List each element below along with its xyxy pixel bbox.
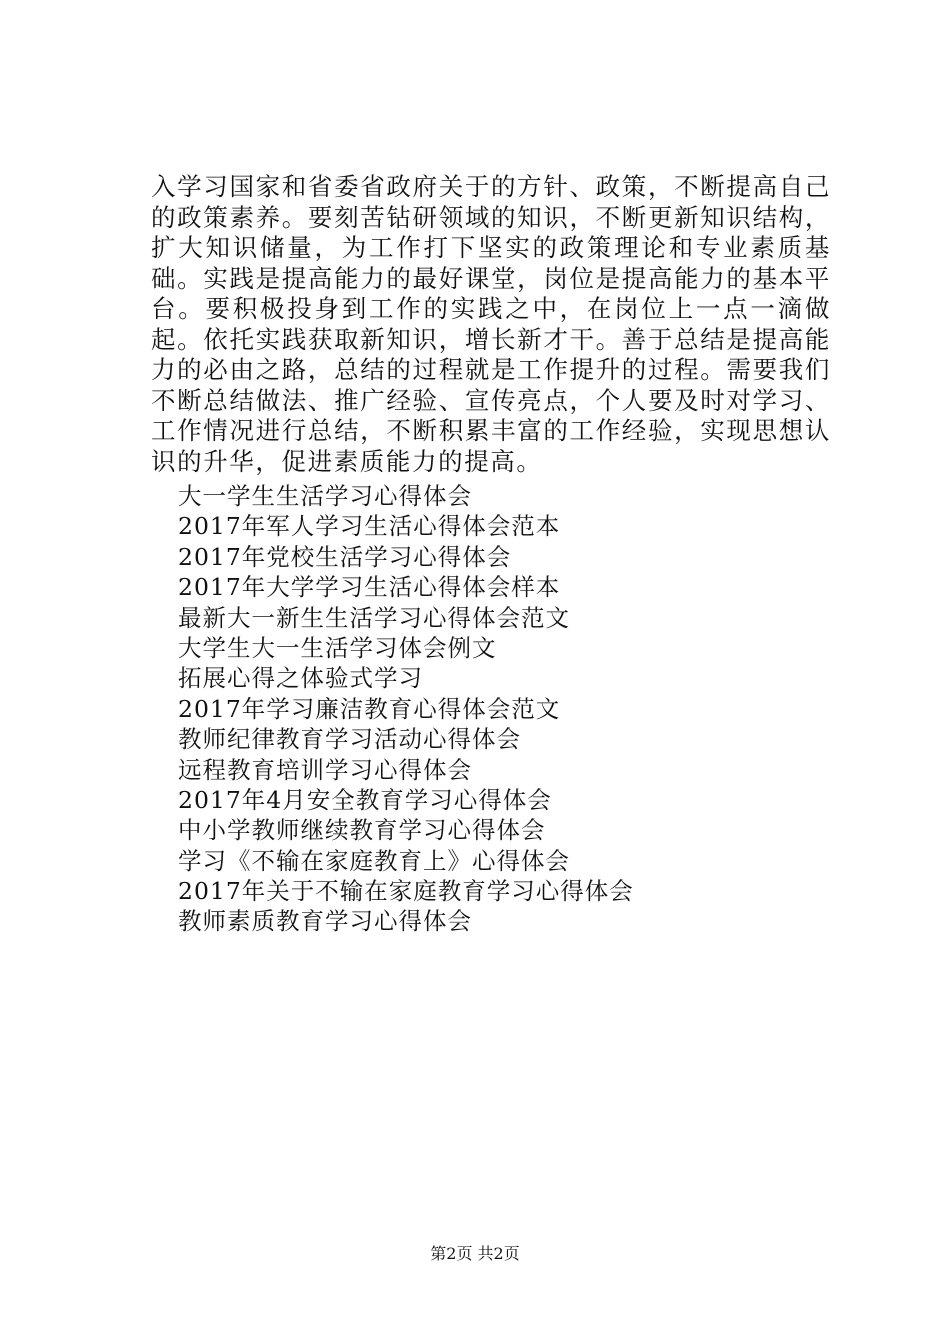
- related-article-link[interactable]: 最新大一新生生活学习心得体会范文: [178, 603, 570, 632]
- related-article-link[interactable]: 教师素质教育学习心得体会: [178, 907, 472, 936]
- related-article-link[interactable]: 拓展心得之体验式学习: [178, 664, 423, 693]
- related-article-link[interactable]: 学习《不输在家庭教育上》心得体会: [178, 846, 570, 875]
- related-article-link[interactable]: 2017年大学学习生活心得体会样本: [178, 573, 561, 602]
- related-article-link[interactable]: 2017年军人学习生活心得体会范本: [178, 512, 561, 541]
- related-article-link[interactable]: 中小学教师继续教育学习心得体会: [178, 816, 546, 845]
- related-article-link[interactable]: 教师纪律教育学习活动心得体会: [178, 725, 521, 754]
- related-article-link[interactable]: 2017年4月安全教育学习心得体会: [178, 785, 552, 814]
- related-article-link[interactable]: 2017年党校生活学习心得体会: [178, 542, 512, 571]
- related-article-link[interactable]: 远程教育培训学习心得体会: [178, 755, 472, 784]
- page-number-footer: 第2页 共2页: [430, 1244, 520, 1263]
- body-paragraph: 入学习国家和省委省政府关于的方针、政策，不断提高自己的政策素养。要刻苦钻研领域的知识，不断更新知识结构，扩大知识储量，为工作打下坚实的政策理论和专业素质基础。实践是提高能力的最好课堂，岗位是提高能力的基本平台。要积极投身到工作的实践之中，在岗位上一点一滴做起。依托实践获取新知识，增长新才干。善于总结是提高能力的必由之路，总结的过程就是工作提升的过程。需要我们不断总结做法、推广经验、宣传亮点，个人要及时对学习、工作情况进行总结，不断积累丰富的工作经验，实现思想认识的升华，促进素质能力的提高。: [151, 172, 831, 476]
- related-article-link[interactable]: 2017年学习廉洁教育心得体会范文: [178, 694, 561, 723]
- related-article-link[interactable]: 大学生大一生活学习体会例文: [178, 633, 497, 662]
- related-article-link[interactable]: 2017年关于不输在家庭教育学习心得体会: [178, 877, 634, 906]
- related-articles-list: [178, 481, 634, 937]
- related-article-link[interactable]: 大一学生生活学习心得体会: [178, 482, 472, 510]
